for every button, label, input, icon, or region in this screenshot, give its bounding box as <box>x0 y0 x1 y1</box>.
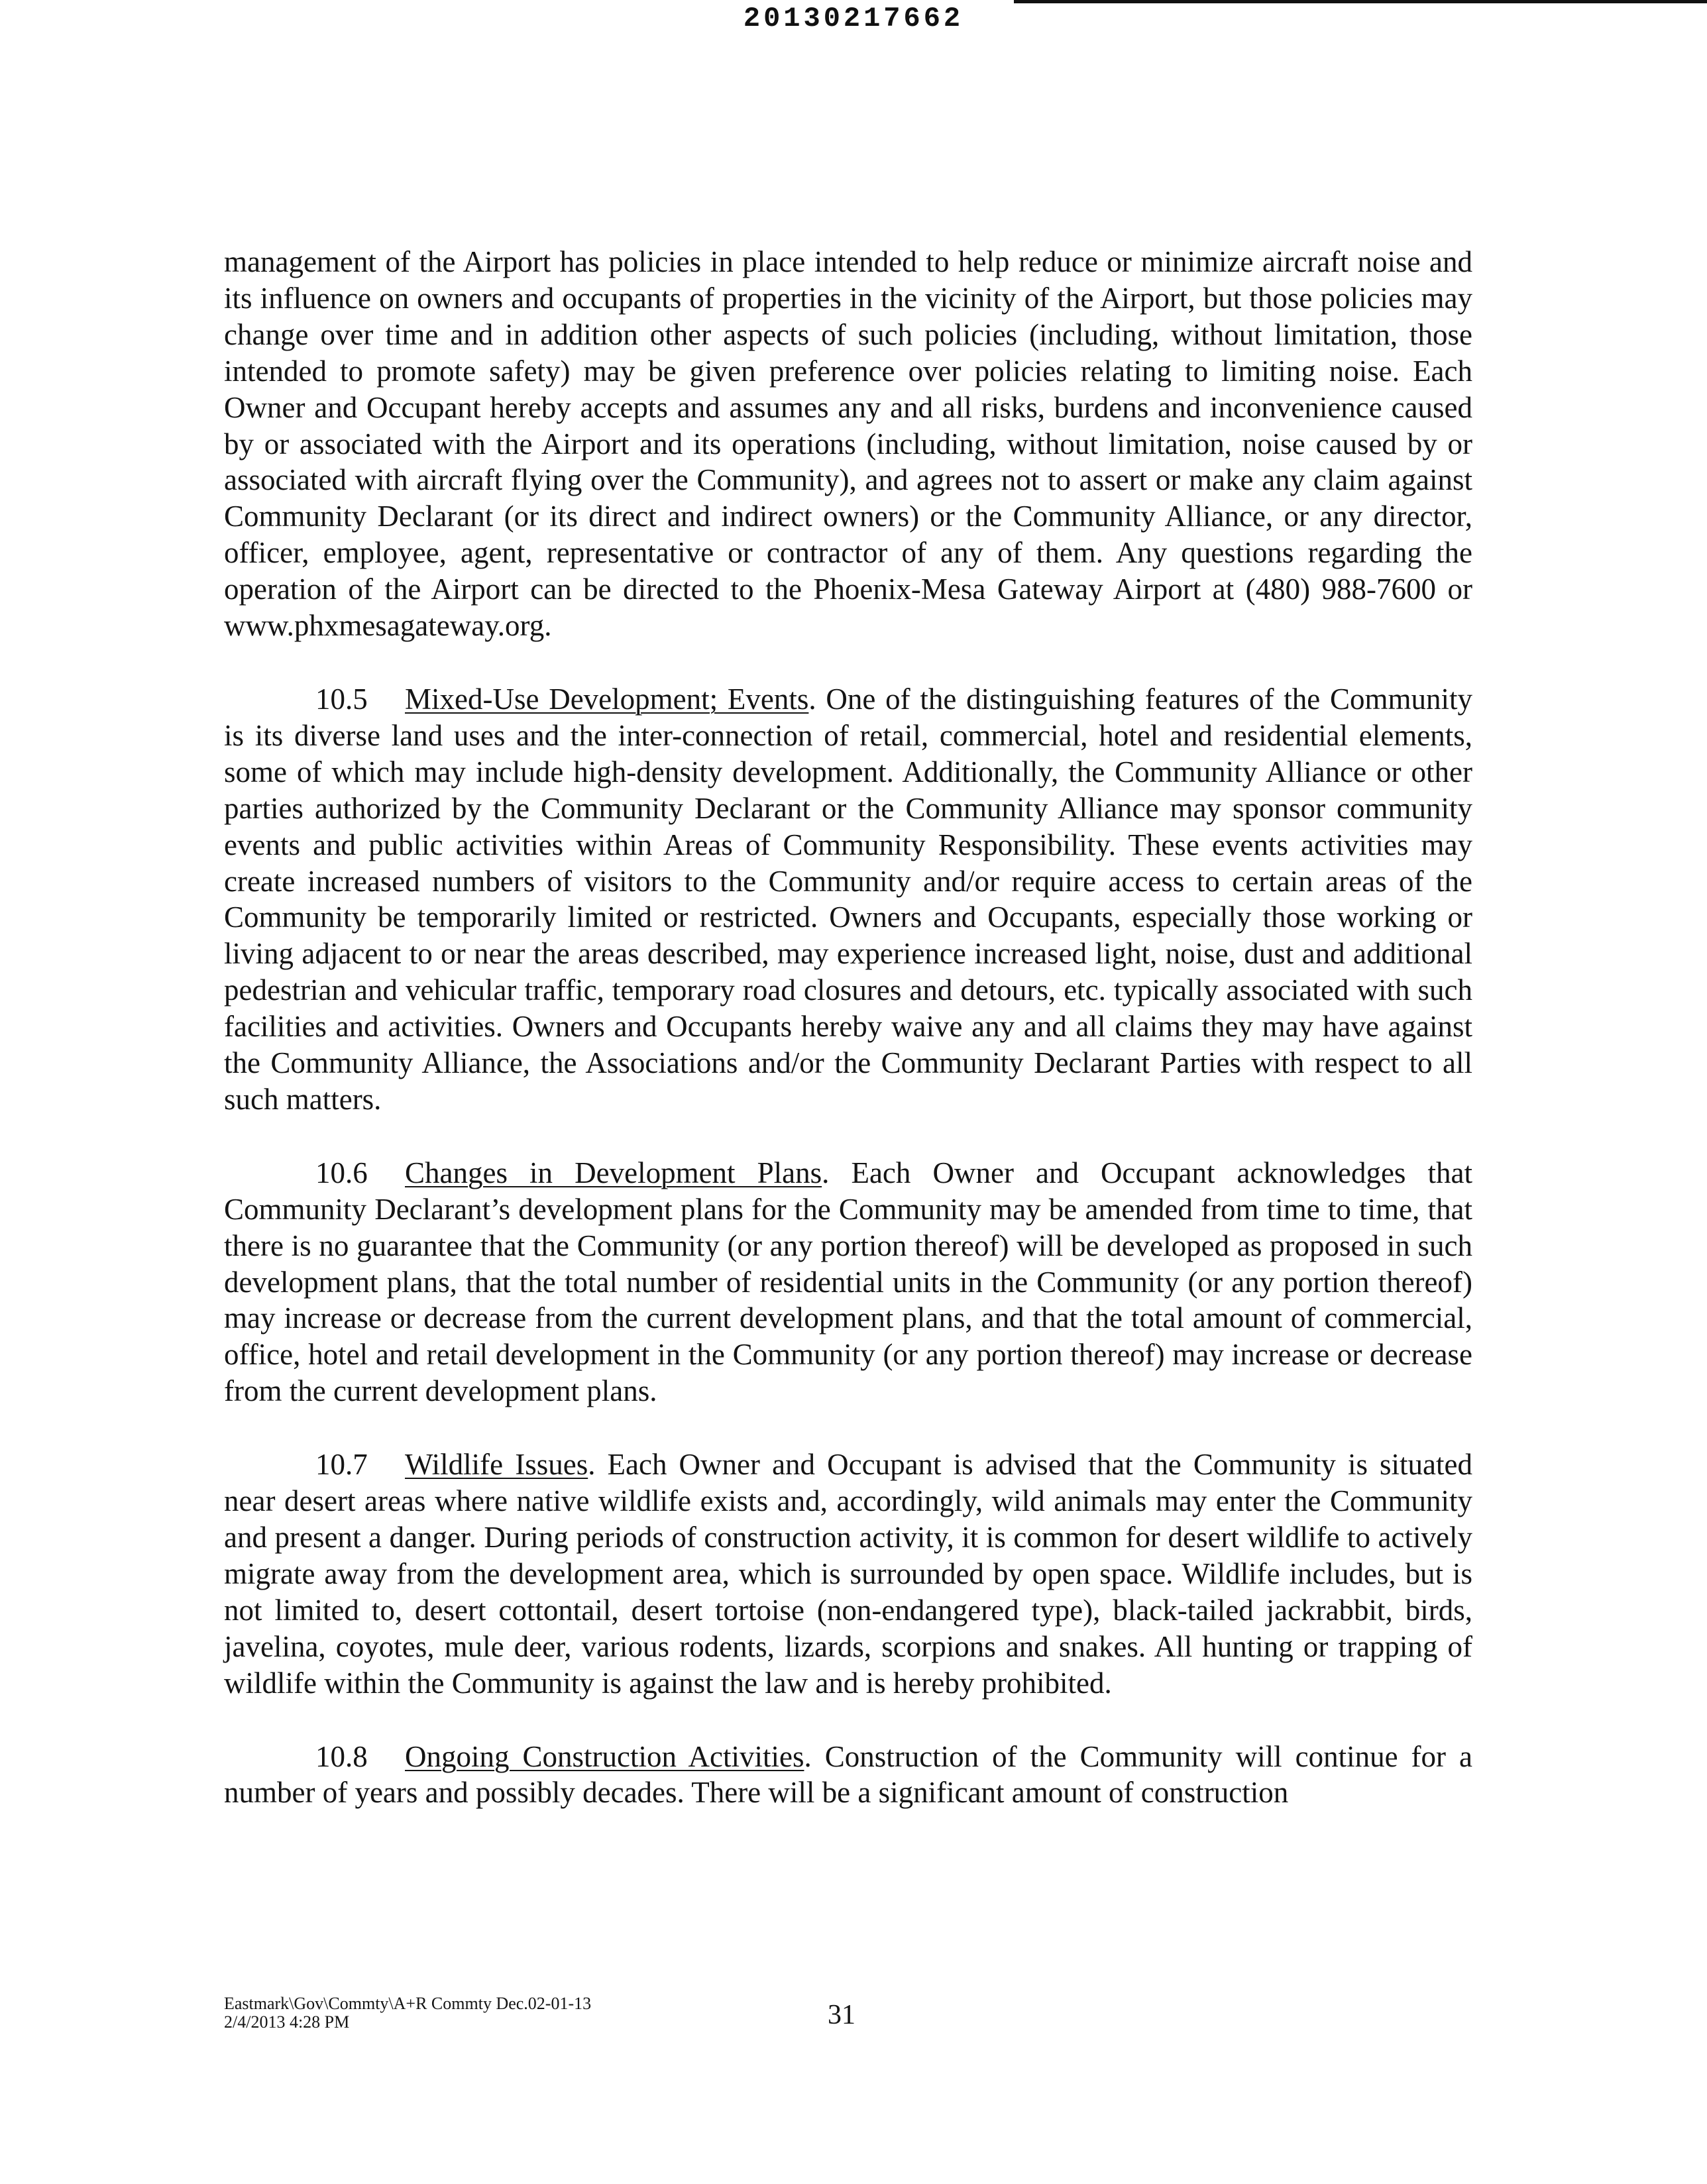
page-number: 31 <box>828 2000 855 2030</box>
section-10-5 <box>224 681 1472 1118</box>
section-number: 10.6 <box>315 1156 368 1189</box>
section-text: . Each Owner and Occupant is advised that the Community is situated near desert areas where native wildlife exists and, accordingly, wild animals may enter the Community and present a danger. During periods of construction activity, it is common for desert wildlife to actively migrate away from the development area, which is surrounded by open space. Wildlife includes, but is not limited to, desert cottontail, desert tortoise (non-endangered type), black-tailed jackrabbit, birds, javelina, coyotes, mule deer, various rodents, lizards, scorpions and snakes. All hunting or trapping of wildlife within the Community is against the law and is hereby prohibited. <box>224 1448 1472 1700</box>
section-text: . Construction of the Community will continue for a number of years and possibly decades. There will be a significant amount of construction <box>224 1739 1472 1810</box>
document-body <box>224 244 1472 1848</box>
paragraph-text: management of the Airport has policies in place intended to help reduce or minimize aircraft noise and its influence on owners and occupants of properties in the vicinity of the Airport, but those policies may change over time and in addition other aspects of such policies (including, without limitation, those intended to promote safety) may be given preference over policies relating to limiting noise. Each Owner and Occupant hereby accepts and assumes any and all risks, burdens and inconvenience caused by or associated with the Airport and its operations (including, without limitation, noise caused by or associated with aircraft flying over the Community), and agrees not to assert or make any claim against Community Declarant (or its direct and indirect owners) or the Community Alliance, or any director, officer, employee, agent, representative or contractor of any of them. Any questions regarding the operation of the Airport can be directed to the Phoenix-Mesa Gateway Airport at (480) 988-7600 or www.phxmesagateway.org. <box>224 245 1472 643</box>
section-10-7 <box>224 1447 1472 1701</box>
section-10-6 <box>224 1155 1472 1409</box>
section-10-8 <box>224 1739 1472 1812</box>
section-number: 10.7 <box>315 1448 368 1482</box>
footer-doc-path: Eastmark\Gov\Commty\A+R Commty Dec.02-01-13 <box>224 1994 592 2013</box>
section-number: 10.8 <box>315 1739 368 1773</box>
section-text: . One of the distinguishing features of the Community is its diverse land uses and the inter-connection of retail, commercial, hotel and residential elements, some of which may include high-density development. Additionally, the Community Alliance or other parties authorized by the Community Declarant or the Community Alliance may sponsor community events and public activities within Areas of Community Responsibility. These events activities may create increased numbers of visitors to the Community and/or require access to certain areas of the Community be temporarily limited or restricted. Owners and Occupants, especially those working or living adjacent to or near the areas described, may experience increased light, noise, dust and additional pedestrian and vehicular traffic, temporary road closures and detours, etc. typically associated with such facilities and activities. Owners and Occupants hereby waive any and all claims they may have against the Community Alliance, the Associations and/or the Community Declarant Parties with respect to all such matters. <box>224 682 1473 1116</box>
recording-number: 20130217662 <box>743 3 964 34</box>
section-heading: Ongoing Construction Activities <box>405 1739 804 1773</box>
section-number: 10.5 <box>315 682 368 716</box>
section-heading: Changes in Development Plans <box>405 1156 822 1189</box>
section-heading: Mixed-Use Development; Events <box>405 682 809 716</box>
footer-timestamp: 2/4/2013 4:28 PM <box>224 2012 350 2032</box>
paragraph-airport-continued <box>224 244 1472 644</box>
section-text: . Each Owner and Occupant acknowledges that Community Declarant’s development plans for the Community may be amended from time to time, that there is no guarantee that the Community (or any portion thereof) will be developed as proposed in such development plans, that the total number of residential units in the Community (or any portion thereof) may increase or decrease from the current development plans, and that the total amount of commercial, office, hotel and retail development in the Community (or any portion thereof) may increase or decrease from the current development plans. <box>224 1156 1472 1408</box>
section-heading: Wildlife Issues <box>405 1448 588 1482</box>
footer-document-id <box>224 1994 591 2032</box>
